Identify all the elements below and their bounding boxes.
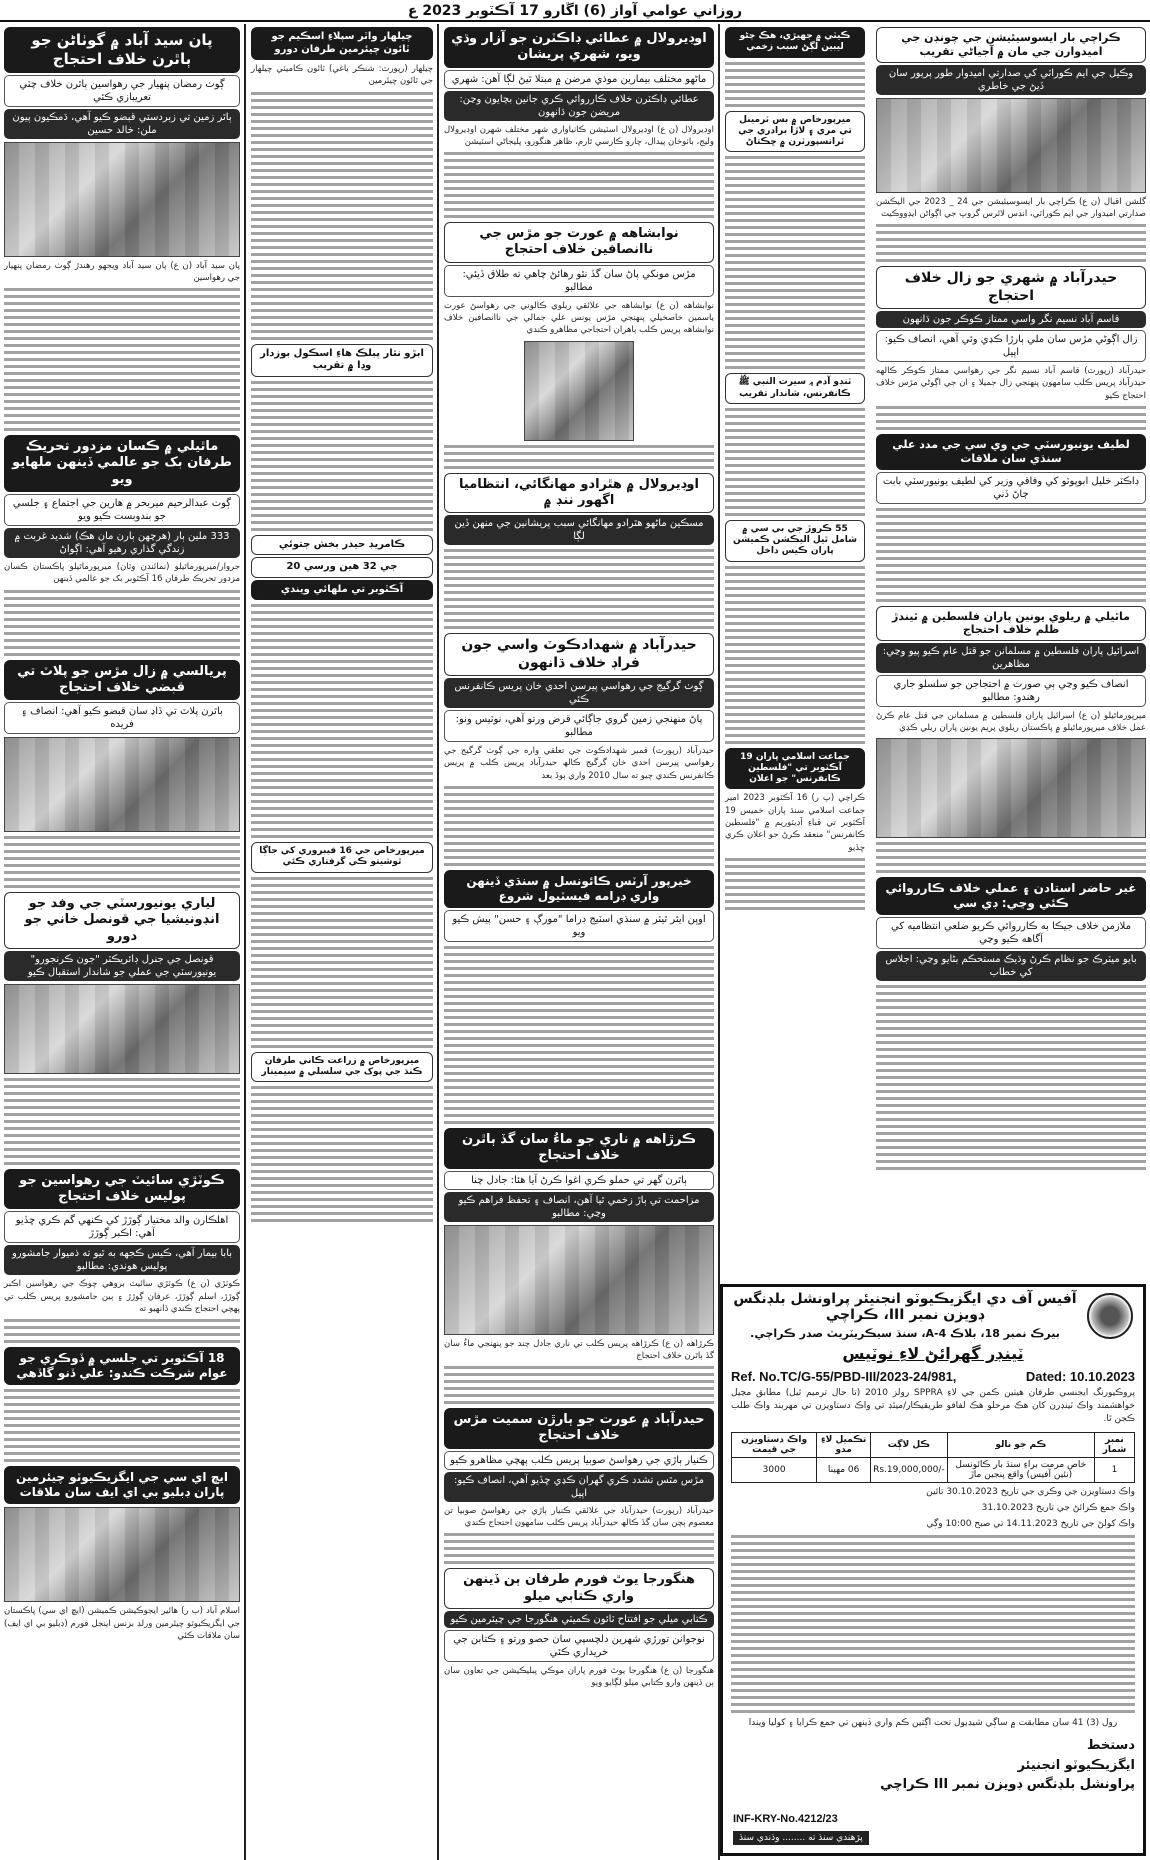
article-text-lines <box>444 549 714 629</box>
headline: ڪوٽڙي سائيٽ جي رهواسين جو پوليس خلاف احتجاج <box>4 1169 240 1210</box>
subheadline: ڊاڪٽر خليل ابوپوٽو کي وفاقي وزير کي لطيف يونيورسٽي بابت ڄاڻ ڏني <box>876 472 1146 504</box>
subheadline: نوجوانن تورڙي شهرين دلچسپي سان حصو ورتو ۽ ڪتابن جي خريداري ڪئي <box>444 1630 714 1662</box>
subheadline: ڪنيار ٻاڙي جي رهواسڻ صوبيا پريس ڪلب پهچي مظاهرو ڪيو <box>444 1451 714 1470</box>
article-absent-teachers <box>876 877 1146 1170</box>
subheadline: اوپن ايئر ٿيٽر ۾ سنڌي اسٽيج ڊراما "مورڳ ۽ حسن" پيش ڪيو ويو <box>444 910 714 942</box>
article-body: گلشن اقبال (ن ع) ڪراچي بار ايسوسيئيشن جي 24 _ 2023 جي اليڪشن صدارتي اميدوار جي ايم ڪوراٽي، انڊس لائرس گروپ جي اڳواڻن ايڊووڪيٽ <box>876 196 1146 219</box>
tender-table <box>731 1432 1135 1483</box>
subheadline: ڳوٺ رمضان پنهيار جي رهواسين ٻاٿرن خلاف چٽي تعريبازي ڪئي <box>4 75 240 107</box>
subheadline: ڳوٺ عبدالرحيم ميربحر ۾ هارين جي اجتماع ۽ جلسي جو بندوبست ڪيو ويو <box>4 494 240 526</box>
ad-intro: پروڪيورنگ ايجنسي طرفان هيٺين ڪمن جي لاءِ SPPRA رولز 2010 (تا حال ترميم ٿيل) مطابق مڃيل خواهشمند واڪ ٽينڊرن کان هڪ مرحلو هڪ لفافو طريقيڪار/ميٿڊ تي واڪ دستاويزن تي مهربند واڪ طلب ڪجن ٿا. <box>731 1388 1135 1425</box>
article-text-lines <box>251 1086 433 1222</box>
headline: هنگورجا يوٿ فورم طرفان ٻن ڏينهن واري ڪتابي ميلو <box>444 1568 714 1609</box>
ad-sign-label: دستخط <box>1086 1738 1135 1754</box>
ad-ref-number: Ref. No.TC/G-55/PBD-III/2023-24/981, <box>731 1369 957 1384</box>
article-text-lines <box>4 1319 240 1343</box>
article-text-lines <box>444 445 714 469</box>
article-text-lines <box>444 786 714 866</box>
subheadline: مزاحمت تي ٻاڙ زخمي ٿيا آهن، انصاف ۽ تحفظ فراهم ڪيو وڃي: مطالبو <box>444 1192 714 1222</box>
ad-schedule-2: واڪ جمع ڪرائڻ جي تاريخ 31.10.2023 <box>981 1503 1135 1514</box>
headline: ٽنڊو آدم ۾ سيرت النبي ﷺ ڪانفرنس، شاندار تقريب <box>725 373 865 404</box>
article-matiari-hunger-day <box>4 435 240 655</box>
government-seal-icon <box>1087 1293 1133 1339</box>
ad-rule-note: رول (3) 41 سان مطابقت ۾ ساڳي شيڊيول تحت اڳتين ڪم واري ڏينهن تي جمع ڪرايا ۽ کوليا ويندا <box>748 1718 1118 1729</box>
subheadline: ڪتابي ميلي جو افتتاح ٽائون ڪميٽي هنگورجا جي چيئرمين ڪيو <box>444 1611 714 1628</box>
article-khairpur-festival <box>444 870 714 1124</box>
headline: حيدرآباد ۾ شهدادڪوٽ واسي جون فراڊ خلاف ڌانهون <box>444 633 714 676</box>
col-header: ڪل لاڳت <box>871 1433 948 1458</box>
headline: اوڊيرولال ۾ هٿرادو مهانگائي، انتظاميا اگهور ننڊ ۾ <box>444 473 714 514</box>
headline: لياري يونيورسٽي جي وفد جو انڊونيشيا جي قونصل خاني جو دورو <box>4 892 240 949</box>
subheadline: ٻاٿر زمين تي زبردستي قبضو ڪيو آهي، ڌمڪيون پيون ملن: خالد حسين <box>4 109 240 139</box>
news-photo <box>4 1507 240 1602</box>
subheadline: باٿرن پلاٽ تي ڏاڍ سان قبضو ڪيو آهي: انصاف ۽ فريده <box>4 702 240 734</box>
column-4 <box>721 24 869 1284</box>
article-lyari-university <box>4 892 240 1165</box>
article-pan-sayed-abad <box>4 27 240 431</box>
headline: ميرپورخاص ۾ بس ٽرمينل تي مري ۽ لاڙا برادري جي ٽرانسپورٽرن ۾ ڇڪتاڻ <box>725 111 865 153</box>
article-book-fair <box>444 1568 714 1689</box>
article-text-lines <box>725 566 865 744</box>
article-body: حيدرآباد (رپورٽ) قاسم آباد نسيم نگر جي رهواسي ممتاز ڪوڪر ڪالهه حيدرآباد پريس ڪلب سامهون پنهنجي زال جميلا ۽ ان جي اڳوڻي مڙس خلاف احتجاج ڪيو <box>876 366 1146 401</box>
ad-sign-title: ايگزيڪيوٽو انجنيئر <box>1017 1757 1135 1773</box>
subheadline: اسرائيل پاران فلسطين ۾ مسلمانن جو قتل عام ڪيو پيو وڃي: مظاهرين <box>876 643 1146 673</box>
col-header: نمبر شمار <box>1094 1433 1134 1458</box>
article-body: پان سيد آباد (ن ع) پان سيد آباد ويجهو رهندڙ ڳوٺ رمضان پنهيار جي رهواسين <box>4 260 240 283</box>
subheadline: پاڻ منهنجي زمين گروي جاڳائي قرض ورتو آهي، نوٽيس ونو: مطالبو <box>444 710 714 742</box>
article-chelhar-water <box>251 27 433 340</box>
table-row <box>732 1458 1135 1483</box>
article-railway-union <box>876 606 1146 873</box>
headline: ماٿيلي ۾ ڪسان مزدور تحريڪ طرفان بک جو عالمي ڏينهن ملهايو ويو <box>4 435 240 492</box>
article-seerat-conference <box>725 373 865 516</box>
news-photo <box>4 142 240 257</box>
ad-signature-block <box>731 1736 1135 1795</box>
subheadline: عطائي ڊاڪٽرن خلاف ڪارروائي ڪري جانين بچايون وڃن: مريضن جون ڌانهون <box>444 91 714 121</box>
article-body: ڪراچي (پ ر) 16 آڪٽوبر 2023 امير جماعت اسلامي سنڌ پاران خميس 19 آڪٽوبر تي قباءِ آڊيٽوريم ۾ "فلسطين ڪانفرنس" منعقد ڪرڻ جو اعلان ڪري ڇڏيو <box>725 793 865 853</box>
news-photo <box>876 98 1146 193</box>
news-photo <box>4 737 240 832</box>
subheadline: ڳوٺ گرگيج جي رهواسي پيرسن احدي خان پريس ڪانفرنس ڪئي <box>444 678 714 708</box>
headline: چيلهار واٽر سپلاءِ اسڪيم جو ٽائون چيئرمين طرفان دورو <box>251 27 433 60</box>
ad-sign-office: پراونشل بلڊنگس ڊويزن نمبر III ڪراچي <box>880 1777 1135 1793</box>
article-text-lines <box>444 152 714 218</box>
anniversary-date: آڪٽوبر تي ملهائي ويندي <box>251 580 433 601</box>
subheadline: بايو ميٽرڪ جو نظام ڪرڻ وڌيڪ مستحڪم بڻايو وڃي: اجلاس کي خطاب <box>876 951 1146 981</box>
ad-conditions-lines <box>731 1535 1135 1713</box>
article-inflation <box>444 473 714 630</box>
headline: ميرپورخاص جي 16 فيبروري کي جاڳا ٿوشيتو ڪي گرفتاري ڪئي <box>251 842 433 873</box>
subheadline: مسڪين ماڻهو هٿرادو مهانگائي سبب پريشانين جي منهن ڏين لڳا <box>444 515 714 545</box>
ad-reference-row <box>731 1369 1135 1384</box>
cell-work-name: خاص مرمت براءِ سنڌ بار ڪائونسل (نئين آفيس) واقع پنجين ماڙ <box>947 1458 1094 1483</box>
subheadline: زال اڳوڻي مڙس سان ملي ٻارڙا ڪڍي وئي آهي، انصاف ڪيو: اپيل <box>876 330 1146 362</box>
article-hyderabad-husband <box>876 266 1146 430</box>
headline: حيدرآباد ۾ عورت جو ٻارڙن سميت مڙس خلاف احتجاج <box>444 1408 714 1449</box>
article-text-lines <box>725 408 865 516</box>
headline: ايڇ اي سي جي ايگزيڪيوٽو چيئرمين پاران ڊبليو بي اي ايف سان ملاقات <box>4 1466 240 1504</box>
article-body: اسلام آباد (ب ر) هائير ايجوڪيشن ڪميشن (ايڇ اي سي) پاڪستان جي ايگزيڪيوٽو چيئرمين ورلڊ بزنس اينجل فورم (ڊبليو بي اي ايف) سان ملاقات ڪئي <box>4 1606 240 1641</box>
subheadline: مڙس مونکي پاڻ سان گڏ نٿو رهائڻ چاهي ته طلاق ڏيئي: مطالبو <box>444 265 714 297</box>
article-text-lines <box>444 1366 714 1404</box>
anniversary-name: ڪامريڊ حيدر بخش جتوئي <box>251 535 433 556</box>
article-mirpurkhas-arrest <box>251 842 433 1048</box>
article-pirialsi-protest <box>4 660 240 889</box>
article-dokri-rally <box>4 1347 240 1462</box>
article-text-lines <box>444 946 714 1124</box>
anniversary-number: جي 32 هين ورسي 20 <box>251 557 433 578</box>
article-hyderabad-woman <box>444 1408 714 1564</box>
ad-code: INF-KRY-No.4212/23 <box>733 1813 838 1825</box>
article-text-lines <box>251 381 433 531</box>
article-text-lines <box>4 1389 240 1462</box>
col-header: تڪميل لاءِ مدو <box>817 1433 871 1458</box>
tender-notice-ad <box>720 1284 1146 1856</box>
headline: پريالسي ۾ زال مڙس جو پلاٽ تي قبضي خلاف احتجاج <box>4 660 240 701</box>
ad-schedule-1: واڪ دستاويزن جي وڪري جي تاريخ 30.10.2023 تائين <box>926 1487 1135 1498</box>
subheadline: وڪيل جي ايم ڪوراٽي کي صدارتي اميدوار طور پريور سان ڏيڻ جي خاطري <box>876 65 1146 95</box>
article-text-lines <box>876 508 1146 602</box>
article-hec-meeting <box>4 1466 240 1642</box>
column-2 <box>247 24 437 1860</box>
ad-notice-title: ٽينڊر گهرائڻ لاءِ نوٽيس <box>842 1344 1024 1363</box>
col-header: واڪ دستاويزن جي قيمت <box>732 1433 817 1458</box>
headline: 18 آڪٽوبر تي جلسي ۾ ڏوڪري جو عوام شرڪت ڪندو: علي ڏنو گاڏهي <box>4 1347 240 1385</box>
headline: ابڙو نثار پبلڪ هاءِ اسڪول بوزدار وڍا ۾ تقريب <box>251 344 433 377</box>
column-divider <box>437 24 439 1860</box>
subheadline: قاسم آباد نسيم نگر واسي ممتاز ڪوڪر جون ڌانهون <box>876 311 1146 328</box>
article-nawabshah-woman <box>444 222 714 468</box>
portrait-photo <box>524 341 634 441</box>
article-karachi-bar <box>876 27 1146 262</box>
subheadline: ماڻهو مختلف بيمارين موذي مرضن ۾ مبتلا ٿيڻ لڳا آهن: شهري <box>444 70 714 89</box>
headline: غير حاضر استادن ۽ عملي خلاف ڪارروائي ڪئي وڃي: ڊي سي <box>876 877 1146 915</box>
cell-cost: Rs.19,000,000/- <box>871 1458 948 1483</box>
column-5 <box>872 24 1150 1284</box>
article-body: اوڊيرولال (ن ع) اوڊيرولال اسٽيشن ڪاٺياواري شهر مختلف شهرن اوڊيرولال وليج، باٺوخان پيدال، چارو ڪارسي ٿارم، ظاهر هنگورو، پليجاڻي اسٽيشن <box>444 124 714 147</box>
article-bus-terminal <box>725 111 865 370</box>
ad-office-title: آفيس آف دي ايگزيڪيوٽو انجنيئر پراونشل بلڊنگس ڊويزن نمبر III، ڪراچي <box>733 1291 1077 1323</box>
ad-date: Dated: 10.10.2023 <box>1025 1369 1135 1384</box>
col-header: ڪم جو نالو <box>947 1433 1094 1458</box>
headline: جماعت اسلامي پاران 19 آڪٽوبر تي "فلسطين ڪانفرنس" جو اعلان <box>725 748 865 790</box>
column-divider <box>244 24 246 1860</box>
cell-serial: 1 <box>1094 1458 1134 1483</box>
subheadline: ٻاٿرن گهر تي حملو ڪري اغوا ڪرڻ آيا هئا: جادل چنا <box>444 1171 714 1190</box>
subheadline: 333 ملين ٻار (هرچهن ٻارن مان هڪ) شديد غربت ۾ زندگي گذاري رهيو آهي: اڳواڻ <box>4 528 240 558</box>
article-text-lines <box>876 842 1146 873</box>
headline: لطيف يونيورسٽي جي وي سي جي مدد علي سنڌي سان ملاقات <box>876 434 1146 470</box>
headline: پان سيد آباد ۾ گوٺاڻن جو ٻاٿرن خلاف احتجاج <box>4 27 240 73</box>
article-kotri-protest <box>4 1169 240 1343</box>
news-photo <box>444 1225 714 1335</box>
headline: نوابشاهه ۾ عورت جو مڙس جي ناانصافين خلاف احتجاج <box>444 222 714 263</box>
headline: ميرپورخاص ۾ زراعت ڪاني طرفان ڪنڌ جي پوک جي سلسلي ۾ سيمينار <box>251 1052 433 1083</box>
article-text-lines <box>4 836 240 888</box>
subheadline: بابا بيمار آهي، ڪيس ڪجهه به ٿيو ته ذميوار جامشورو پوليس هوندي: مطالبو <box>4 1245 240 1275</box>
headline: خيرپور آرٽس ڪائونسل ۾ سنڌي ڏينهن واري ڊرامه فيسٽيول شروع <box>444 870 714 908</box>
article-text-lines <box>876 406 1146 430</box>
article-text-lines <box>251 92 433 340</box>
article-agriculture-seminar <box>251 1052 433 1223</box>
headline: ماٿيلي ۾ ريلوي يونين پاران فلسطين ۾ ٿيندڙ ظلم خلاف احتجاج <box>876 606 1146 642</box>
article-body: ڪرڙاهه (ن ع) ڪرڙاهه پريس ڪلب تي ناري جادل چند جو پنهنجي ماءُ سان گڏ ٻاٿرن خلاف احتجاج <box>444 1338 714 1361</box>
ad-schedule-3: واڪ کولڻ جي تاريخ 14.11.2023 تي صبح 10:00 وڳي <box>926 1519 1135 1530</box>
headline: ڪراچي بار ايسوسيئيشن جي چونڊن جي اميدوارن جي مان ۾ آجياڻي تقريب <box>876 27 1146 63</box>
article-text-lines <box>4 590 240 656</box>
article-body: نوابشاهه (ن ع) نوابشاهه جي علائقي ريلوي ڪالوني جي رهواسڻ عورت ياسمين خاصخيلي پنهنجي مڙس يونس علي جمالي جي ناانصافين خلاف نوابشاهه پريس ڪلب ٻاهران احتجاجي مظاهرو ڪندي <box>444 300 714 336</box>
subheadline: مڙس مٿس تشدد ڪري گهران ڪڍي ڇڏيو آهي، انصاف ڪيو: اپيل <box>444 1472 714 1502</box>
news-photo <box>876 738 1146 838</box>
article-text-lines <box>251 877 433 1048</box>
subheadline: ملازمن خلاف جيڪا به ڪارروائي ڪريو ضلعي انتظاميه کي آگاهه ڪيو وڃي <box>876 917 1146 949</box>
article-body: جروار/ميرپورماٿيلو (نمائندن وٽان) ميرپورماٿيلو پاڪستان ڪسان مزدور تحريڪ طرفان 16 آڪٽوبر بک جو عالمي ڏينهن <box>4 561 240 585</box>
article-body: هنگورجا (ن ع) هنگورجا يوٿ فورم پاران موڪي پبليڪيشن جي تعاون سان ٻن ڏينهن وارو ڪتابي ميلو لڳايو ويو <box>444 1665 714 1689</box>
article-text-lines <box>444 1533 714 1564</box>
article-quack-doctors <box>444 27 714 218</box>
article-karrah-protest <box>444 1128 714 1404</box>
article-latif-university <box>876 434 1146 602</box>
column-1 <box>0 24 244 1860</box>
headline: 55 ڪروڙ جي بي سي ۾ شامل ٿيل اليڪشن ڪميشن پاران ڪيس داخل <box>725 520 865 562</box>
article-school-ceremony <box>251 344 433 531</box>
subheadline: اهلڪارن والد مختيار ڳوڙڙ کي ڪنهي گم ڪري ڇڏيو آهي: اڪبر ڳوڙڙ <box>4 1211 240 1243</box>
headline: ڪيٽي ۾ جهيڙي، هڪ ڄڻو ليبين لڳڻ سبب زخمي <box>725 27 865 58</box>
subheadline: انصاف ڪيو وڃي ٻي صورت ۾ احتجاجن جو سلسلو جاري رهندو: مطالبو <box>876 675 1146 707</box>
article-palestine-conference <box>725 748 865 910</box>
article-body: حيدرآباد (رپورٽ) قمبر شهدادڪوٽ جي تعلقي واره جي ڳوٺ گرگيج جي رهواسي پيرسن احدي خان گرگيج ڪالھ حيدرآباد پريس ڪلب ۾ پريس ڪانفرنس ڪندي چيو ته سال 2010 واري ٻوڏ بعد <box>444 746 714 781</box>
ad-footer-tag: پڙهندي سنڌ ته ........ وڌندي سنڌ <box>733 1831 869 1845</box>
anniversary-box <box>251 535 433 839</box>
article-text-lines <box>725 62 865 107</box>
headline: اوڊيرولال ۾ عطائي ڊاڪٽرن جو آزار وڌي ويو، شهري پريشان <box>444 27 714 68</box>
article-shahdadkot-fraud <box>444 633 714 866</box>
headline: حيدرآباد ۾ شهري جو زال خلاف احتجاج <box>876 266 1146 309</box>
article-keti-clash <box>725 27 865 107</box>
headline: ڪرڙاهه ۾ ناري جو ماءُ سان گڏ ٻاٿرن خلاف احتجاج <box>444 1128 714 1169</box>
article-body: ڪوٽڙي (ن ع) ڪوٽڙي سائيٽ بروهي چوڪ جي رهواسين اڪبر ڳوڙڙ، اسلم ڳوڙڙ، عرفان ڳوڙڙ ۽ ٻين جامشورو پريس ڪلب تي پهچي احتجاج ڪندي ڏانهيو ته <box>4 1279 240 1314</box>
cell-fee: 3000 <box>732 1458 817 1483</box>
article-text-lines <box>4 1078 240 1165</box>
article-body: ميرپورماٿيلو (ن ع) اسرائيل پاران فلسطين ۾ مسلمانن جي قتل عام ڪرڻ عمل خلاف ميرپورماٿيلو ۾ پاڪستان ريلوي پريم يونين پاران ريلي ڪڍي <box>876 711 1146 734</box>
subheadline: قونصل جي جنرل ڊائريڪٽر "جون ڪرنجورو" يونيورسٽي جي عملي جو شاندار استقبال ڪيو <box>4 951 240 981</box>
article-body: حيدرآباد (رپورٽ) حيدرآباد جي علائقي ڪنيار ٻاڙي جي رهواسڻ صوبيا تن معصوم ٻچن سان گڏ ڪالھ حيدرآباد پريس ڪلب سامهون احتجاج ڪندي <box>444 1505 714 1528</box>
article-text-lines <box>725 156 865 369</box>
article-text-lines <box>4 288 240 431</box>
ad-address: بيرڪ نمبر 18، بلاڪ A-4، سنڌ سيڪريٽريٽ صدر ڪراچي. <box>750 1327 1060 1340</box>
column-3 <box>440 24 718 1860</box>
article-text-lines <box>876 224 1146 262</box>
masthead: روزاني عوامي آواز (6) اڱارو 17 آڪٽوبر 2023 ع <box>0 0 1150 22</box>
article-body: چيلهار (رپورٽ: شنڪر باغي) ٽائون ڪاميٽي چيلهار جي ٽائون چيئرمين <box>251 64 433 87</box>
news-photo <box>4 984 240 1074</box>
cell-duration: 06 مهينا <box>817 1458 871 1483</box>
article-text-lines <box>251 604 433 838</box>
article-election-commission <box>725 520 865 744</box>
article-text-lines <box>725 858 865 910</box>
article-text-lines <box>876 985 1146 1170</box>
